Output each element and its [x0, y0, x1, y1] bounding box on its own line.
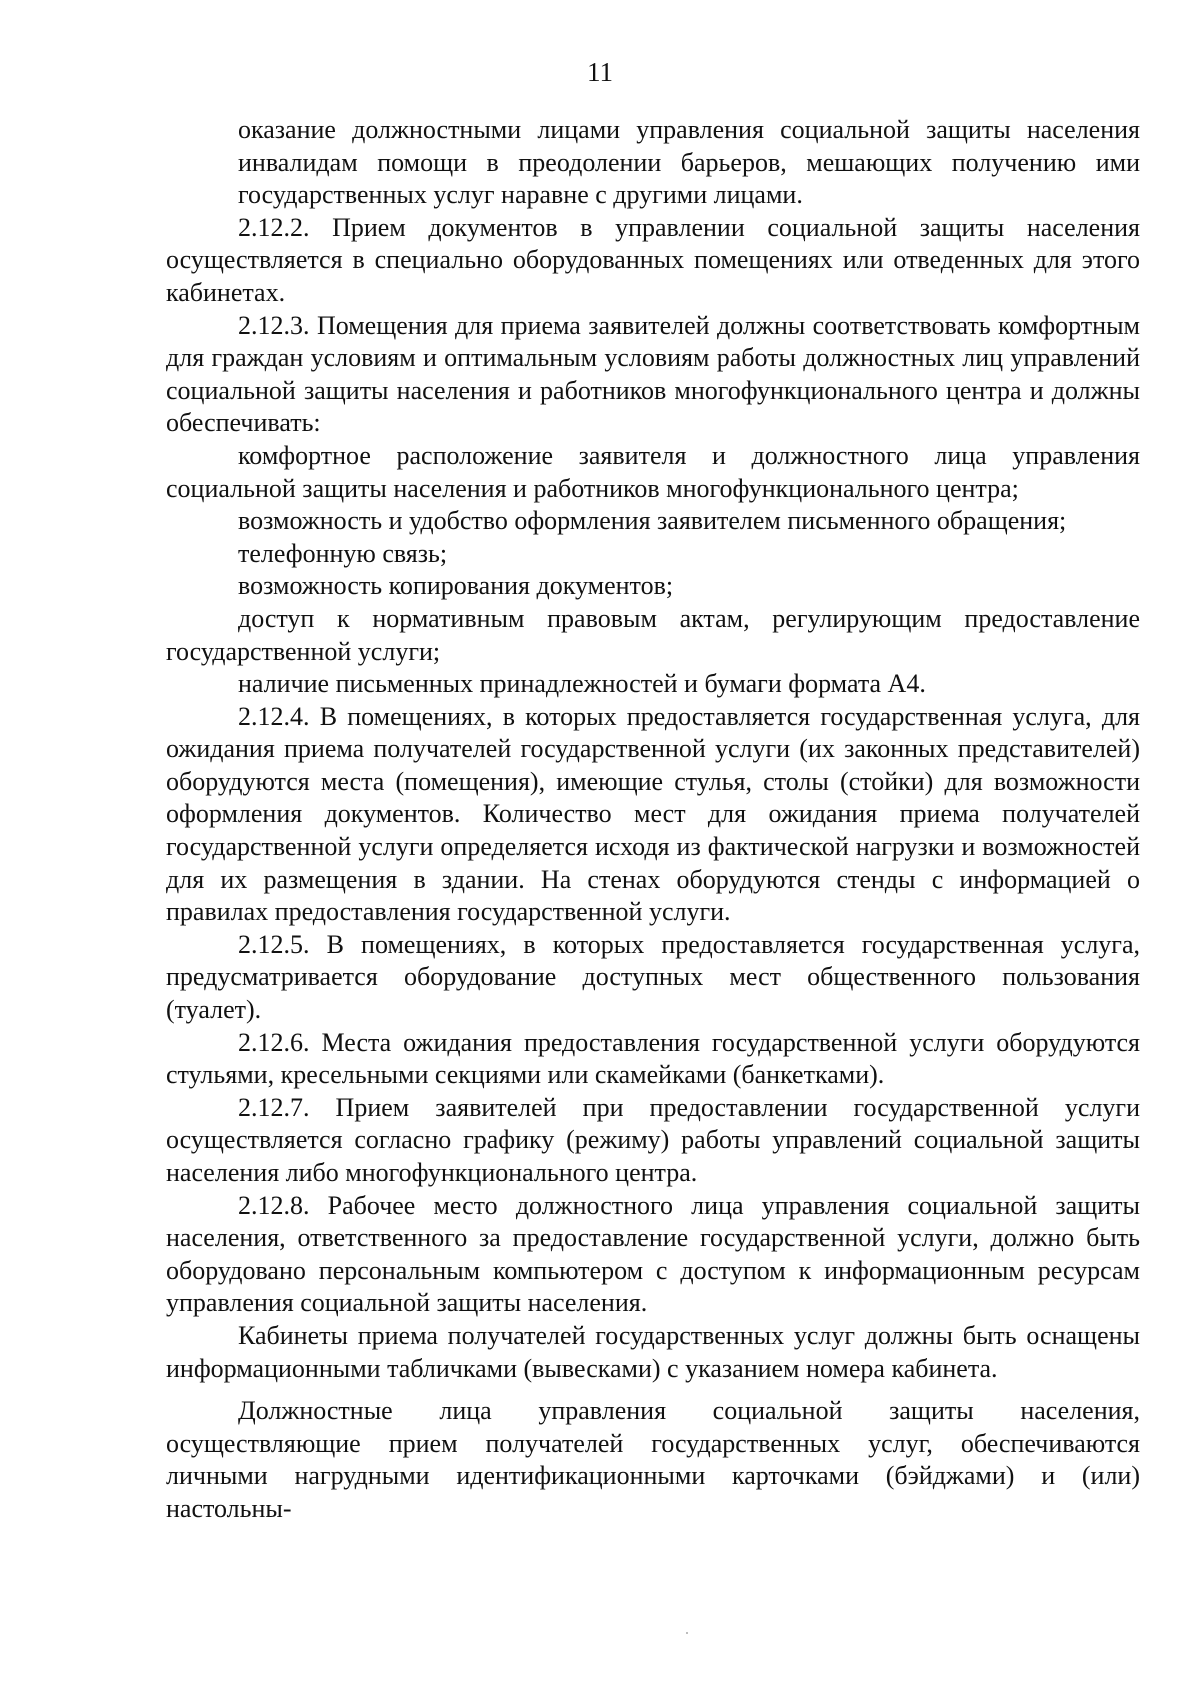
paragraph-2-12-3: 2.12.3. Помещения для приема заявителей должны соответствовать комфортным для граждан условиям и оптимальным условиям работы должностных лиц управлений социальной защиты населения и работников многофункционального центра и должны обеспечивать:: [166, 310, 1140, 438]
paragraph-barrier-assistance: оказание должностными лицами управления социальной защиты населения инвалидам помощи в преодолении барьеров, мешающих получению ими государственных услуг наравне с другими лицами.: [238, 115, 1140, 210]
paragraph-2-12-5: 2.12.5. В помещениях, в которых предоставляется государственная услуга, предусматривается оборудование доступных мест общественного пользования (туалет).: [166, 929, 1140, 1025]
paragraph-2-12-8: 2.12.8. Рабочее место должностного лица управления социальной защиты населения, ответственного за предоставление государственной услуги, должно быть оборудовано персональным компьютером с доступом к информационным ресурсам управления социальной защиты населения.: [166, 1190, 1140, 1318]
list-item-comfortable-location: комфортное расположение заявителя и должностного лица управления социальной защиты населения и работников многофункционального центра;: [166, 440, 1140, 503]
page-number: 11: [587, 57, 613, 87]
list-item-stationery: наличие письменных принадлежностей и бумаги формата А4.: [238, 669, 926, 699]
paragraph-2-12-6: 2.12.6. Места ожидания предоставления государственной услуги оборудуются стульями, кресельными секциями или скамейками (банкетками).: [166, 1027, 1140, 1090]
paragraph-2-12-2: 2.12.2. Прием документов в управлении социальной защиты населения осуществляется в специально оборудованных помещениях или отведенных для этого кабинетах.: [166, 212, 1140, 307]
paragraph-2-12-7: 2.12.7. Прием заявителей при предоставлении государственной услуги осуществляется согласно графику (режиму) работы управлений социальной защиты населения либо многофункционального центра.: [166, 1092, 1140, 1187]
list-item-written-request: возможность и удобство оформления заявителем письменного обращения;: [238, 506, 1067, 536]
list-item-telephone: телефонную связь;: [238, 538, 448, 568]
paragraph-2-12-4: 2.12.4. В помещениях, в которых предоставляется государственная услуга, для ожидания приема получателей государственной услуги (их законных представителей) оборудуются места (помещения), имеющие стулья, столы (стойки) для возможности оформления документов. Количество мест для ожидания приема получателей государственной услуги определяется исходя из фактической нагрузки и возможностей для их размещения в здании. На стенах оборудуются стенды с информацией о правилах предоставления государственной услуги.: [166, 701, 1140, 927]
scan-artifact: [686, 1632, 688, 1634]
paragraph-staff-badges: Должностные лица управления социальной защиты населения, осуществляющие прием получателей государственных услуг, обеспечиваются личными нагрудными идентификационными карточками (бэйджами) и (или) настольны-: [166, 1396, 1140, 1523]
list-item-copying: возможность копирования документов;: [238, 571, 674, 601]
paragraph-office-signs: Кабинеты приема получателей государственных услуг должны быть оснащены информационными табличками (вывесками) с указанием номера кабинета.: [166, 1320, 1140, 1383]
document-body: [166, 114, 1140, 1526]
list-item-legal-acts: доступ к нормативным правовым актам, регулирующим предоставление государственной услуги;: [166, 603, 1140, 666]
